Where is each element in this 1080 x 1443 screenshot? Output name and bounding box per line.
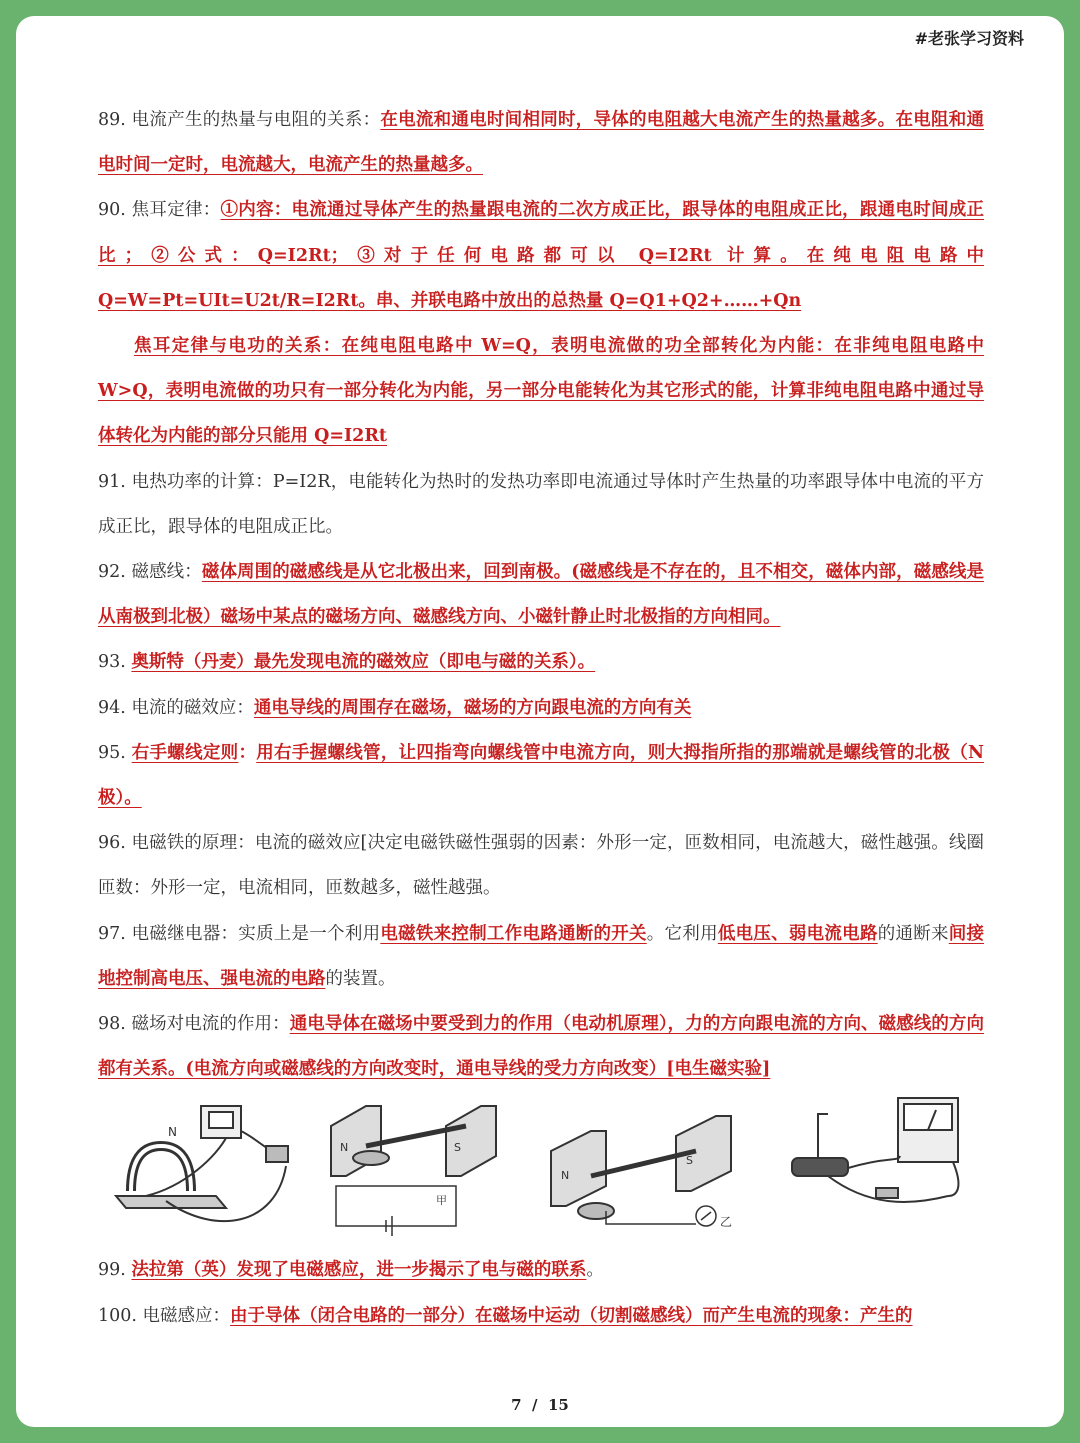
- item-end: 。: [586, 1260, 604, 1281]
- experiment-figures: [98, 1096, 984, 1246]
- total-pages: 15: [547, 1396, 569, 1414]
- item-colon: ：: [238, 742, 257, 763]
- item-answer: 法拉第（英）发现了电磁感应，进一步揭示了电与磁的联系: [131, 1260, 587, 1281]
- item-97: [98, 912, 984, 1002]
- item-lead: 磁场对电流的作用：: [131, 1014, 290, 1035]
- item-89: [98, 98, 984, 188]
- item-100: [98, 1294, 984, 1339]
- item-lead: 磁感线：: [131, 562, 202, 583]
- fig1-label-n: N: [168, 1125, 177, 1140]
- item-lead: 电磁感应：: [142, 1305, 231, 1326]
- induction-experiment-figure-b: [546, 1096, 736, 1241]
- item-answer: 电磁铁来控制工作电路通断的开关: [380, 923, 647, 944]
- item-text: 电磁铁的原理：电流的磁效应[决定电磁铁磁性强弱的因素：外形一定，匝数相同，电流越大，磁性越强。线圈匝数：外形一定，电流相同，匝数越多，磁性越强。: [98, 833, 984, 899]
- item-answer-title: 右手螺线定则: [131, 742, 239, 763]
- item-text: 的通断来: [877, 923, 949, 944]
- item-92: [98, 550, 984, 640]
- page-separator: /: [532, 1396, 538, 1414]
- item-number: 91.: [98, 471, 126, 492]
- item-99: [98, 1248, 984, 1293]
- fig2-label-n: N: [340, 1141, 349, 1155]
- item-96: [98, 821, 984, 911]
- fig2-label-s: S: [454, 1141, 461, 1155]
- item-91: [98, 460, 984, 550]
- document-page: [16, 16, 1064, 1427]
- item-98: [98, 1002, 984, 1092]
- item-lead: 电流产生的热量与电阻的关系：: [131, 110, 381, 130]
- current-page: 7: [511, 1396, 522, 1414]
- item-answer: 奥斯特（丹麦）最先发现电流的磁效应（即电与磁的关系）。: [131, 652, 596, 673]
- item-answer: 低电压、弱电流电路: [717, 923, 878, 944]
- item-lead: 焦耳定律：: [131, 200, 221, 221]
- item-answer: 焦耳定律与电功的关系：在纯电阻电路中 W=Q，表明电流做的功全部转化为内能：在非纯电阻电路中 W>Q，表明电流做的功只有一部分转化为内能，另一部分电能转化为其它形式的能，计算非纯电阻电路中通过导体转化为内能的部分只能用 Q=I2Rt: [98, 336, 984, 447]
- item-95: [98, 731, 984, 821]
- fig3-label-s: S: [686, 1154, 693, 1168]
- item-number: 89.: [98, 110, 126, 130]
- horseshoe-magnet-figure: [106, 1096, 306, 1236]
- item-93: [98, 640, 984, 685]
- item-number: 100.: [98, 1305, 137, 1326]
- item-answer: ①内容：电流通过导体产生的热量跟电流的二次方成正比，跟导体的电阻成正比，跟通电时间成正比；②公式：Q=I2Rt；③对于任何电路都可以 Q=I2Rt 计算。在纯电阻电路中 Q=W=Pt=UIt=U2t/R=I2Rt。串、并联电路中放出的总热量 Q=Q1+Q2+……+Qn: [98, 200, 984, 311]
- item-90-relation: [98, 324, 984, 460]
- item-text: 电磁继电器：实质上是一个利用: [131, 923, 381, 944]
- item-answer: 在电流和通电时间相同时，导体的电阻越大电流产生的热量越多。在电阻和通电时间一定时，电流越大，电流产生的热量越多。: [98, 110, 984, 176]
- item-answer: 用右手握螺线管，让四指弯向螺线管中电流方向，则大拇指所指的那端就是螺线管的北极（N 极）。: [98, 742, 984, 809]
- item-number: 90.: [98, 200, 126, 221]
- content: [98, 98, 984, 1339]
- item-number: 98.: [98, 1014, 126, 1035]
- item-number: 95.: [98, 742, 126, 763]
- item-answer: 通电导线的周围存在磁场，磁场的方向跟电流的方向有关: [253, 697, 692, 718]
- page-number: [16, 1396, 1064, 1414]
- item-number: 93.: [98, 652, 126, 673]
- item-answer: 磁体周围的磁感线是从它北极出来，回到南极。(磁感线是不存在的，且不相交，磁体内部，磁感线是从南极到北极）磁场中某点的磁场方向、磁感线方向、小磁针静止时北极指的方向相同。: [98, 562, 984, 628]
- item-answer: 间接地控制高电压、强电流的电路: [98, 923, 985, 989]
- fig3-label-n: N: [561, 1169, 570, 1183]
- motor-experiment-figure-a: [326, 1096, 506, 1236]
- item-text: 的装置。: [325, 968, 396, 989]
- item-number: 92.: [98, 562, 126, 583]
- item-number: 96.: [98, 833, 126, 854]
- item-94: [98, 686, 984, 731]
- fig2-caption: 甲: [436, 1194, 447, 1208]
- item-text: 电热功率的计算：P=I2R，电能转化为热时的发热功率即电流通过导体时产生热量的功率跟导体中电流的平方成正比，跟导体的电阻成正比。: [98, 471, 984, 537]
- item-lead: 电流的磁效应：: [131, 697, 254, 718]
- item-number: 94.: [98, 697, 126, 718]
- item-number: 99.: [98, 1260, 126, 1281]
- item-90: [98, 188, 984, 324]
- fig3-caption: 乙: [720, 1215, 733, 1230]
- item-answer: 通电导体在磁场中要受到力的作用（电动机原理），力的方向跟电流的方向、磁感线的方向都有关系。(电流方向或磁感线的方向改变时，通电导线的受力方向改变）[电生磁实验]: [98, 1014, 984, 1080]
- watermark: #老张学习资料: [914, 29, 1024, 48]
- item-text: 。它利用: [646, 923, 718, 944]
- item-answer: 由于导体（闭合电路的一部分）在磁场中运动（切割磁感线）而产生电流的现象：产生的: [230, 1305, 913, 1326]
- item-number: 97.: [98, 923, 126, 944]
- ammeter-coil-figure: [788, 1096, 988, 1236]
